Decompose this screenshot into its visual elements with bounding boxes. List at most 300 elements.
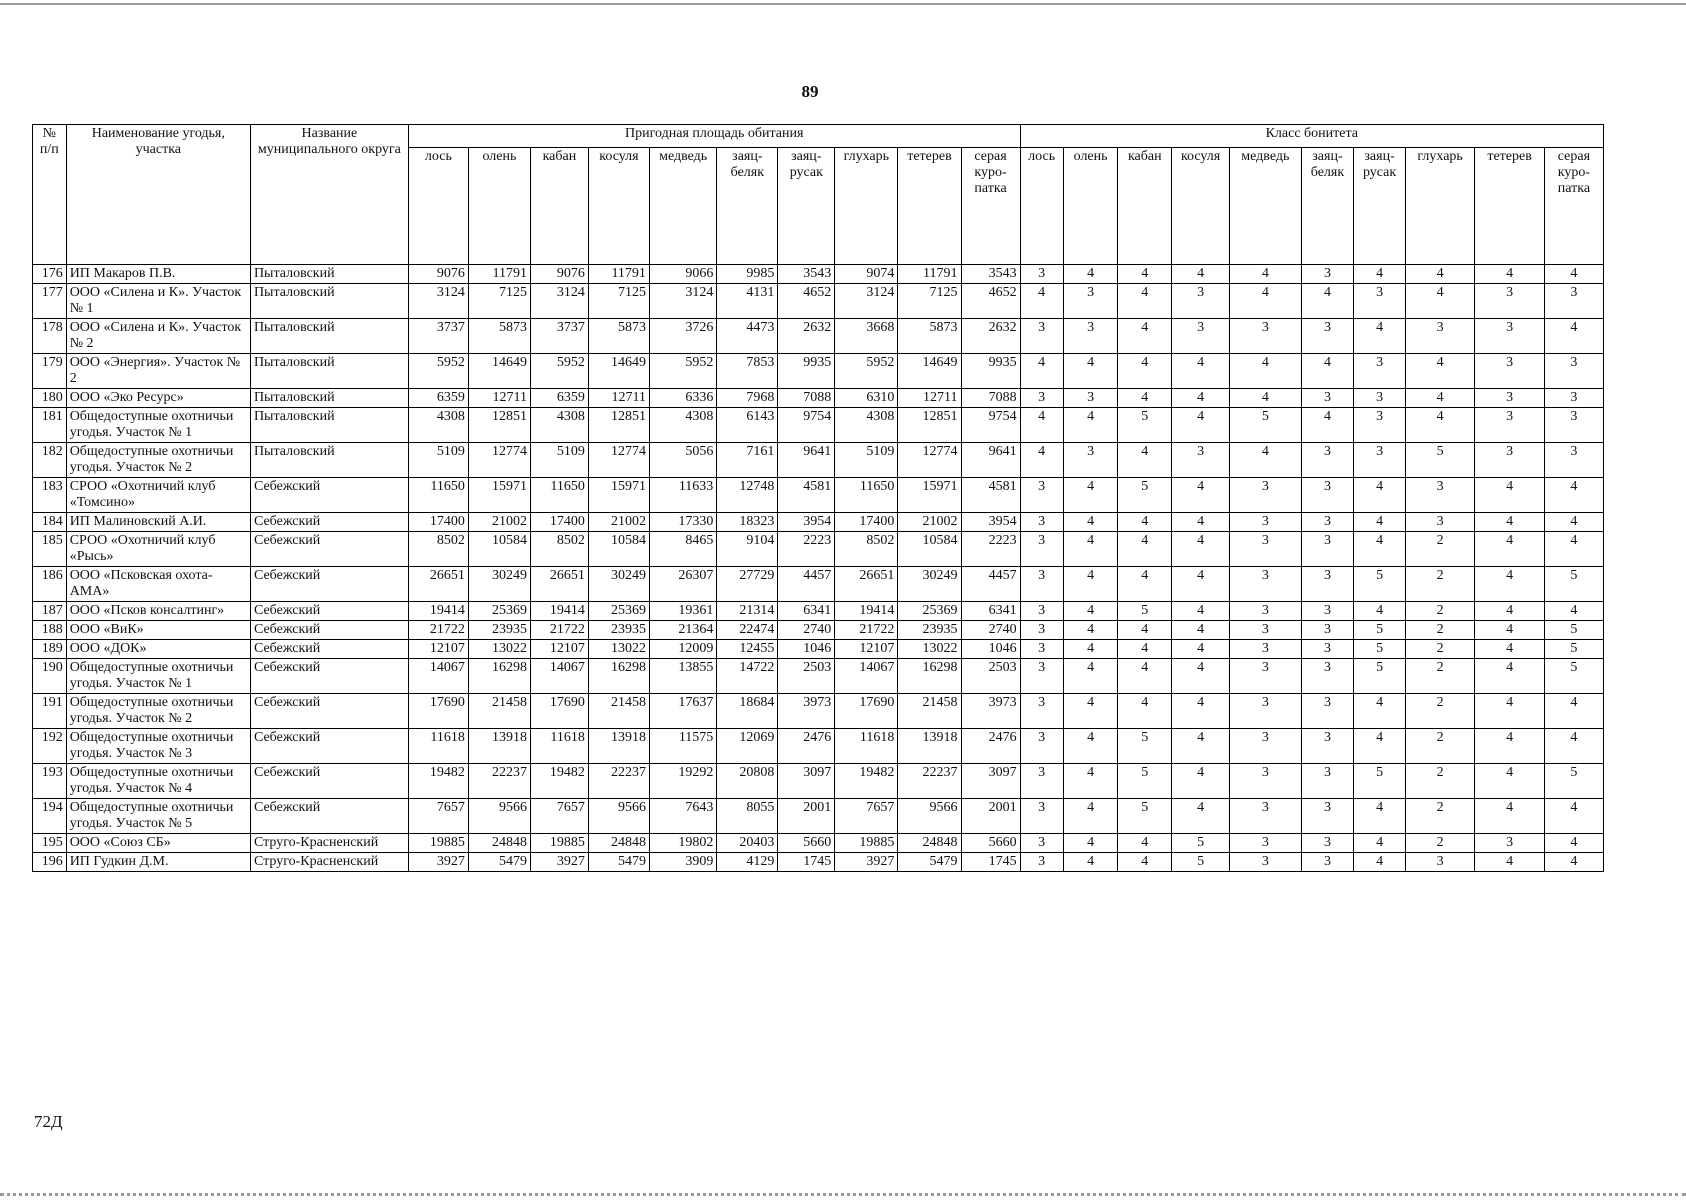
row-class-value: 4	[1354, 602, 1406, 621]
row-area-value: 3737	[530, 319, 588, 354]
row-area-value: 22237	[588, 764, 649, 799]
row-class-value: 4	[1063, 799, 1118, 834]
row-area-value: 12748	[717, 478, 778, 513]
table-row	[33, 443, 1604, 478]
row-number: 180	[33, 389, 67, 408]
row-number: 191	[33, 694, 67, 729]
row-area-value: 12711	[588, 389, 649, 408]
row-district: Себежский	[250, 513, 408, 532]
table-row	[33, 408, 1604, 443]
row-class-value: 3	[1020, 319, 1063, 354]
row-area-value: 12774	[898, 443, 961, 478]
row-class-value: 4	[1172, 265, 1230, 284]
row-area-value: 12774	[468, 443, 530, 478]
table-row	[33, 853, 1604, 872]
row-class-value: 5	[1172, 834, 1230, 853]
row-class-value: 4	[1544, 729, 1603, 764]
row-class-value: 3	[1475, 284, 1544, 319]
row-class-value: 4	[1354, 799, 1406, 834]
row-area-value: 9566	[588, 799, 649, 834]
row-class-value: 5	[1544, 764, 1603, 799]
row-class-value: 4	[1172, 567, 1230, 602]
row-district: Себежский	[250, 764, 408, 799]
row-area-value: 26651	[835, 567, 898, 602]
row-area-value: 23935	[898, 621, 961, 640]
row-area-value: 8055	[717, 799, 778, 834]
row-class-value: 4	[1063, 602, 1118, 621]
row-area-value: 9074	[835, 265, 898, 284]
row-area-value: 6359	[408, 389, 468, 408]
table-row	[33, 389, 1604, 408]
row-name: ООО «Силена и К». Участок № 1	[66, 284, 250, 319]
row-area-value: 3909	[649, 853, 716, 872]
row-area-value: 5660	[961, 834, 1020, 853]
row-area-value: 19802	[649, 834, 716, 853]
scan-edge-bottom	[0, 1193, 1686, 1196]
row-area-value: 21722	[835, 621, 898, 640]
header-class-species: лось	[1020, 148, 1063, 265]
table-row	[33, 621, 1604, 640]
row-class-value: 3	[1230, 659, 1302, 694]
row-class-value: 3	[1301, 319, 1354, 354]
row-area-value: 16298	[898, 659, 961, 694]
row-area-value: 1745	[778, 853, 835, 872]
row-class-value: 5	[1354, 764, 1406, 799]
row-class-value: 3	[1172, 443, 1230, 478]
row-area-value: 5109	[835, 443, 898, 478]
row-area-value: 11618	[408, 729, 468, 764]
row-name: ООО «Силена и К». Участок № 2	[66, 319, 250, 354]
row-number: 196	[33, 853, 67, 872]
row-area-value: 3927	[835, 853, 898, 872]
header-area-species: медведь	[649, 148, 716, 265]
row-area-value: 3954	[961, 513, 1020, 532]
row-area-value: 9066	[649, 265, 716, 284]
row-class-value: 4	[1354, 532, 1406, 567]
row-area-value: 5873	[468, 319, 530, 354]
row-area-value: 9985	[717, 265, 778, 284]
row-class-value: 4	[1475, 602, 1544, 621]
row-class-value: 3	[1230, 764, 1302, 799]
row-class-value: 5	[1354, 640, 1406, 659]
row-area-value: 3927	[408, 853, 468, 872]
row-area-value: 12107	[408, 640, 468, 659]
row-class-value: 4	[1172, 354, 1230, 389]
row-class-value: 4	[1354, 319, 1406, 354]
row-class-value: 5	[1118, 799, 1172, 834]
header-area-species: заяц-беляк	[717, 148, 778, 265]
row-class-value: 4	[1063, 354, 1118, 389]
row-area-value: 5952	[835, 354, 898, 389]
row-area-value: 16298	[588, 659, 649, 694]
row-area-value: 19885	[835, 834, 898, 853]
row-class-value: 4	[1405, 265, 1474, 284]
row-area-value: 2503	[778, 659, 835, 694]
row-area-value: 2001	[778, 799, 835, 834]
row-name: ИП Малиновский А.И.	[66, 513, 250, 532]
row-class-value: 4	[1544, 532, 1603, 567]
header-area-species: тетерев	[898, 148, 961, 265]
row-class-value: 3	[1544, 408, 1603, 443]
row-district: Себежский	[250, 478, 408, 513]
row-area-value: 19361	[649, 602, 716, 621]
row-class-value: 5	[1354, 567, 1406, 602]
row-number: 177	[33, 284, 67, 319]
row-number: 176	[33, 265, 67, 284]
row-area-value: 8502	[835, 532, 898, 567]
table-row	[33, 694, 1604, 729]
row-area-value: 13022	[468, 640, 530, 659]
row-area-value: 18323	[717, 513, 778, 532]
row-area-value: 20403	[717, 834, 778, 853]
table-row	[33, 602, 1604, 621]
row-class-value: 4	[1118, 640, 1172, 659]
row-area-value: 5479	[588, 853, 649, 872]
row-name: Общедоступные охотничьи угодья. Участок № 2	[66, 694, 250, 729]
row-name: ООО «ДОК»	[66, 640, 250, 659]
row-class-value: 4	[1172, 602, 1230, 621]
row-class-value: 3	[1020, 265, 1063, 284]
row-class-value: 3	[1020, 567, 1063, 602]
header-class-species: косуля	[1172, 148, 1230, 265]
header-area-species: заяц-русак	[778, 148, 835, 265]
header-area-species: глухарь	[835, 148, 898, 265]
row-name: СРОО «Охотничий клуб «Томсино»	[66, 478, 250, 513]
row-area-value: 21722	[530, 621, 588, 640]
row-class-value: 4	[1020, 443, 1063, 478]
row-area-value: 6359	[530, 389, 588, 408]
row-area-value: 7968	[717, 389, 778, 408]
row-area-value: 12774	[588, 443, 649, 478]
row-class-value: 5	[1354, 621, 1406, 640]
row-number: 193	[33, 764, 67, 799]
row-class-value: 2	[1405, 799, 1474, 834]
row-class-value: 3	[1020, 659, 1063, 694]
row-area-value: 12009	[649, 640, 716, 659]
row-class-value: 4	[1118, 834, 1172, 853]
row-class-value: 4	[1230, 354, 1302, 389]
row-area-value: 13022	[588, 640, 649, 659]
row-class-value: 5	[1118, 764, 1172, 799]
row-class-value: 3	[1020, 853, 1063, 872]
row-area-value: 11791	[588, 265, 649, 284]
row-area-value: 5873	[898, 319, 961, 354]
row-class-value: 3	[1544, 284, 1603, 319]
row-class-value: 3	[1230, 567, 1302, 602]
row-area-value: 11618	[835, 729, 898, 764]
row-class-value: 4	[1544, 513, 1603, 532]
row-area-value: 4581	[778, 478, 835, 513]
header-class-species: тетерев	[1475, 148, 1544, 265]
row-area-value: 11791	[468, 265, 530, 284]
row-area-value: 4308	[408, 408, 468, 443]
row-number: 181	[33, 408, 67, 443]
row-area-value: 15971	[468, 478, 530, 513]
row-class-value: 4	[1475, 532, 1544, 567]
row-area-value: 12851	[588, 408, 649, 443]
row-class-value: 3	[1020, 799, 1063, 834]
row-district: Себежский	[250, 694, 408, 729]
row-class-value: 3	[1230, 478, 1302, 513]
row-area-value: 8502	[408, 532, 468, 567]
row-name: Общедоступные охотничьи угодья. Участок № 1	[66, 408, 250, 443]
header-row-groups	[33, 125, 1604, 148]
row-class-value: 3	[1301, 853, 1354, 872]
row-class-value: 4	[1063, 532, 1118, 567]
row-number: 186	[33, 567, 67, 602]
row-area-value: 26651	[408, 567, 468, 602]
row-class-value: 3	[1230, 834, 1302, 853]
row-class-value: 5	[1172, 853, 1230, 872]
row-area-value: 9754	[961, 408, 1020, 443]
row-area-value: 3543	[961, 265, 1020, 284]
row-area-value: 21364	[649, 621, 716, 640]
row-number: 190	[33, 659, 67, 694]
row-class-value: 4	[1020, 284, 1063, 319]
row-area-value: 1745	[961, 853, 1020, 872]
row-class-value: 3	[1020, 602, 1063, 621]
row-class-value: 3	[1301, 443, 1354, 478]
row-class-value: 3	[1301, 659, 1354, 694]
row-area-value: 11650	[408, 478, 468, 513]
row-class-value: 3	[1475, 354, 1544, 389]
row-area-value: 6310	[835, 389, 898, 408]
row-area-value: 5479	[898, 853, 961, 872]
row-class-value: 3	[1020, 834, 1063, 853]
row-area-value: 2223	[778, 532, 835, 567]
row-class-value: 2	[1405, 567, 1474, 602]
row-class-value: 4	[1354, 729, 1406, 764]
row-class-value: 4	[1354, 478, 1406, 513]
row-area-value: 4457	[778, 567, 835, 602]
row-area-value: 7643	[649, 799, 716, 834]
row-area-value: 19885	[408, 834, 468, 853]
row-area-value: 5873	[588, 319, 649, 354]
header-district: Название муниципального округа	[250, 125, 408, 265]
row-area-value: 3124	[649, 284, 716, 319]
row-area-value: 12851	[468, 408, 530, 443]
page-number: 89	[801, 82, 819, 101]
table-row	[33, 354, 1604, 389]
row-number: 184	[33, 513, 67, 532]
table-row	[33, 834, 1604, 853]
row-district: Пыталовский	[250, 265, 408, 284]
row-area-value: 13918	[588, 729, 649, 764]
row-area-value: 3097	[778, 764, 835, 799]
row-area-value: 17690	[835, 694, 898, 729]
row-class-value: 4	[1118, 621, 1172, 640]
row-district: Пыталовский	[250, 443, 408, 478]
row-class-value: 2	[1405, 602, 1474, 621]
row-class-value: 4	[1063, 764, 1118, 799]
row-area-value: 17330	[649, 513, 716, 532]
row-area-value: 14649	[588, 354, 649, 389]
row-class-value: 4	[1118, 443, 1172, 478]
row-class-value: 4	[1172, 764, 1230, 799]
row-number: 188	[33, 621, 67, 640]
row-area-value: 17637	[649, 694, 716, 729]
row-class-value: 3	[1230, 853, 1302, 872]
row-area-value: 19414	[408, 602, 468, 621]
row-area-value: 7125	[898, 284, 961, 319]
row-district: Пыталовский	[250, 354, 408, 389]
row-area-value: 6336	[649, 389, 716, 408]
row-area-value: 2632	[961, 319, 1020, 354]
row-class-value: 4	[1354, 694, 1406, 729]
row-class-value: 4	[1172, 478, 1230, 513]
row-class-value: 3	[1475, 834, 1544, 853]
row-class-value: 4	[1020, 408, 1063, 443]
row-class-value: 4	[1475, 478, 1544, 513]
row-class-value: 4	[1172, 389, 1230, 408]
row-class-value: 4	[1172, 621, 1230, 640]
row-class-value: 5	[1118, 602, 1172, 621]
row-area-value: 12107	[530, 640, 588, 659]
row-class-value: 4	[1475, 621, 1544, 640]
row-area-value: 1046	[778, 640, 835, 659]
row-area-value: 11575	[649, 729, 716, 764]
row-class-value: 2	[1405, 729, 1474, 764]
header-area-species: кабан	[530, 148, 588, 265]
row-class-value: 4	[1405, 354, 1474, 389]
row-class-value: 3	[1230, 602, 1302, 621]
row-area-value: 7657	[530, 799, 588, 834]
row-class-value: 4	[1354, 513, 1406, 532]
row-area-value: 25369	[898, 602, 961, 621]
row-class-value: 5	[1118, 478, 1172, 513]
row-area-value: 14067	[530, 659, 588, 694]
header-area-species: олень	[468, 148, 530, 265]
row-area-value: 21458	[588, 694, 649, 729]
row-area-value: 2001	[961, 799, 1020, 834]
row-area-value: 24848	[588, 834, 649, 853]
table-row	[33, 764, 1604, 799]
row-class-value: 3	[1230, 532, 1302, 567]
row-area-value: 7853	[717, 354, 778, 389]
table-row	[33, 319, 1604, 354]
row-area-value: 2476	[778, 729, 835, 764]
row-class-value: 3	[1301, 389, 1354, 408]
row-class-value: 3	[1063, 319, 1118, 354]
row-class-value: 4	[1354, 853, 1406, 872]
row-class-value: 2	[1405, 834, 1474, 853]
row-name: ООО «ВиК»	[66, 621, 250, 640]
row-area-value: 7088	[961, 389, 1020, 408]
row-area-value: 9076	[530, 265, 588, 284]
row-area-value: 4131	[717, 284, 778, 319]
row-class-value: 3	[1301, 640, 1354, 659]
row-class-value: 4	[1118, 567, 1172, 602]
row-class-value: 4	[1475, 853, 1544, 872]
row-area-value: 21314	[717, 602, 778, 621]
row-area-value: 2476	[961, 729, 1020, 764]
row-area-value: 13855	[649, 659, 716, 694]
row-class-value: 4	[1405, 284, 1474, 319]
row-area-value: 12069	[717, 729, 778, 764]
row-area-value: 17400	[408, 513, 468, 532]
row-area-value: 9566	[898, 799, 961, 834]
row-class-value: 4	[1118, 532, 1172, 567]
row-area-value: 1046	[961, 640, 1020, 659]
table-row	[33, 729, 1604, 764]
row-area-value: 7657	[408, 799, 468, 834]
row-area-value: 4652	[961, 284, 1020, 319]
row-class-value: 4	[1354, 265, 1406, 284]
row-district: Себежский	[250, 567, 408, 602]
row-class-value: 4	[1118, 265, 1172, 284]
row-class-value: 3	[1230, 729, 1302, 764]
row-number: 192	[33, 729, 67, 764]
row-area-value: 3543	[778, 265, 835, 284]
row-area-value: 6341	[961, 602, 1020, 621]
row-class-value: 3	[1230, 640, 1302, 659]
row-area-value: 2503	[961, 659, 1020, 694]
row-class-value: 5	[1544, 567, 1603, 602]
row-class-value: 3	[1020, 694, 1063, 729]
header-area-species: лось	[408, 148, 468, 265]
row-class-value: 4	[1063, 659, 1118, 694]
row-class-value: 4	[1301, 354, 1354, 389]
row-area-value: 23935	[588, 621, 649, 640]
row-area-value: 19414	[530, 602, 588, 621]
row-class-value: 4	[1544, 694, 1603, 729]
row-class-value: 4	[1405, 408, 1474, 443]
row-number: 194	[33, 799, 67, 834]
row-class-value: 5	[1544, 621, 1603, 640]
row-area-value: 19482	[835, 764, 898, 799]
row-class-value: 4	[1475, 513, 1544, 532]
row-area-value: 21458	[898, 694, 961, 729]
row-class-value: 4	[1063, 621, 1118, 640]
row-area-value: 5056	[649, 443, 716, 478]
row-area-value: 5660	[778, 834, 835, 853]
row-area-value: 8502	[530, 532, 588, 567]
row-class-value: 3	[1475, 443, 1544, 478]
row-class-value: 4	[1475, 265, 1544, 284]
row-district: Пыталовский	[250, 319, 408, 354]
row-area-value: 2740	[778, 621, 835, 640]
row-class-value: 4	[1172, 640, 1230, 659]
row-class-value: 2	[1405, 764, 1474, 799]
row-class-value: 4	[1063, 478, 1118, 513]
row-area-value: 9076	[408, 265, 468, 284]
row-name: ИП Макаров П.В.	[66, 265, 250, 284]
row-class-value: 4	[1118, 853, 1172, 872]
row-area-value: 7161	[717, 443, 778, 478]
row-area-value: 3668	[835, 319, 898, 354]
row-number: 189	[33, 640, 67, 659]
row-class-value: 3	[1020, 764, 1063, 799]
row-class-value: 4	[1475, 694, 1544, 729]
row-area-value: 9104	[717, 532, 778, 567]
row-class-value: 4	[1063, 640, 1118, 659]
row-class-value: 4	[1118, 284, 1172, 319]
row-class-value: 4	[1544, 853, 1603, 872]
row-district: Пыталовский	[250, 284, 408, 319]
row-class-value: 4	[1118, 694, 1172, 729]
row-area-value: 8465	[649, 532, 716, 567]
header-name: Наименование угодья, участка	[66, 125, 250, 265]
row-area-value: 9566	[468, 799, 530, 834]
row-class-value: 4	[1544, 799, 1603, 834]
row-class-value: 2	[1405, 532, 1474, 567]
row-class-value: 3	[1405, 513, 1474, 532]
row-class-value: 3	[1301, 602, 1354, 621]
header-num: № п/п	[33, 125, 67, 265]
row-name: ИП Гудкин Д.М.	[66, 853, 250, 872]
row-class-value: 2	[1405, 659, 1474, 694]
row-area-value: 11791	[898, 265, 961, 284]
